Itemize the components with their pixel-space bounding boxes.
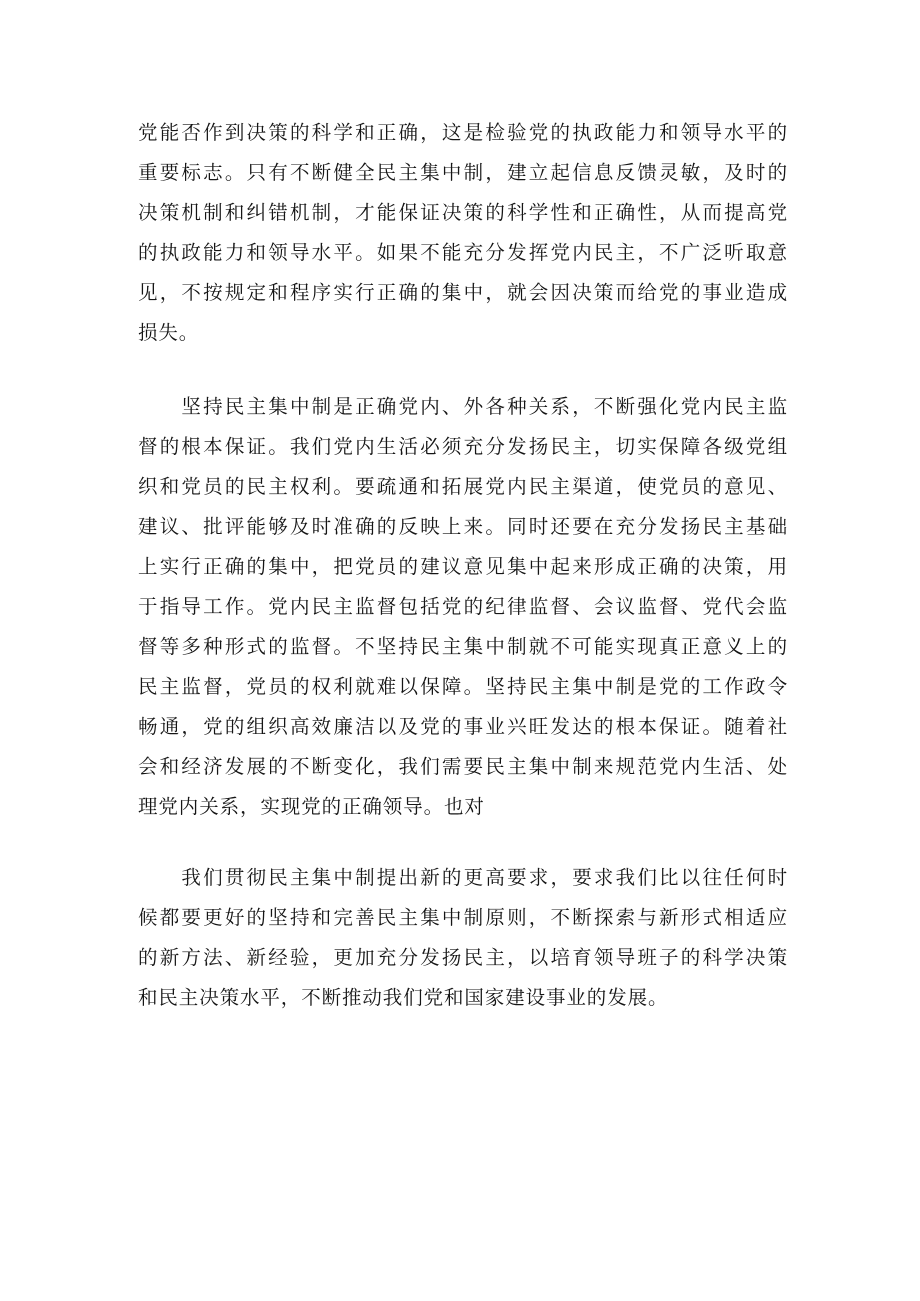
text-line: 决策机制和纠错机制，才能保证决策的科学性和正确性，从而提高党 [138, 201, 788, 224]
text-line: 的执政能力和领导水平。如果不能充分发挥党内民主，不广泛听取意 [138, 241, 788, 264]
text-line: 畅通，党的组织高效廉洁以及党的事业兴旺发达的根本保证。随着社 [138, 715, 788, 738]
text-line: 上实行正确的集中，把党员的建议意见集中起来形成正确的决策，用 [138, 555, 788, 578]
text-line: 督的根本保证。我们党内生活必须充分发扬民主，切实保障各级党组 [138, 435, 788, 458]
text-line: 见，不按规定和程序实行正确的集中，就会因决策而给党的事业造成 [138, 281, 788, 304]
text-line: 我们贯彻民主集中制提出新的更高要求，要求我们比以往任何时 [138, 866, 788, 889]
text-line: 候都要更好的坚持和完善民主集中制原则，不断探索与新形式相适应 [138, 906, 788, 929]
text-line: 民主监督，党员的权利就难以保障。坚持民主集中制是党的工作政令 [138, 675, 788, 698]
text-line: 和民主决策水平，不断推动我们党和国家建设事业的发展。 [138, 986, 669, 1009]
text-line: 理党内关系，实现党的正确领导。也对 [138, 795, 485, 818]
text-line: 于指导工作。党内民主监督包括党的纪律监督、会议监督、党代会监 [138, 595, 788, 618]
text-line: 损失。 [138, 321, 200, 344]
text-line: 督等多种形式的监督。不坚持民主集中制就不可能实现真正意义上的 [138, 635, 788, 658]
text-line: 的新方法、新经验，更加充分发扬民主，以培育领导班子的科学决策 [138, 946, 788, 969]
text-line: 织和党员的民主权利。要疏通和拓展党内民主渠道，使党员的意见、 [138, 475, 788, 498]
text-line: 会和经济发展的不断变化，我们需要民主集中制来规范党内生活、处 [138, 755, 788, 778]
text-line: 党能否作到决策的科学和正确，这是检验党的执政能力和领导水平的 [138, 121, 788, 144]
text-line: 重要标志。只有不断健全民主集中制，建立起信息反馈灵敏，及时的 [138, 161, 788, 184]
text-line: 建议、批评能够及时准确的反映上来。同时还要在充分发扬民主基础 [138, 515, 788, 538]
text-line: 坚持民主集中制是正确党内、外各种关系，不断强化党内民主监 [138, 395, 788, 418]
